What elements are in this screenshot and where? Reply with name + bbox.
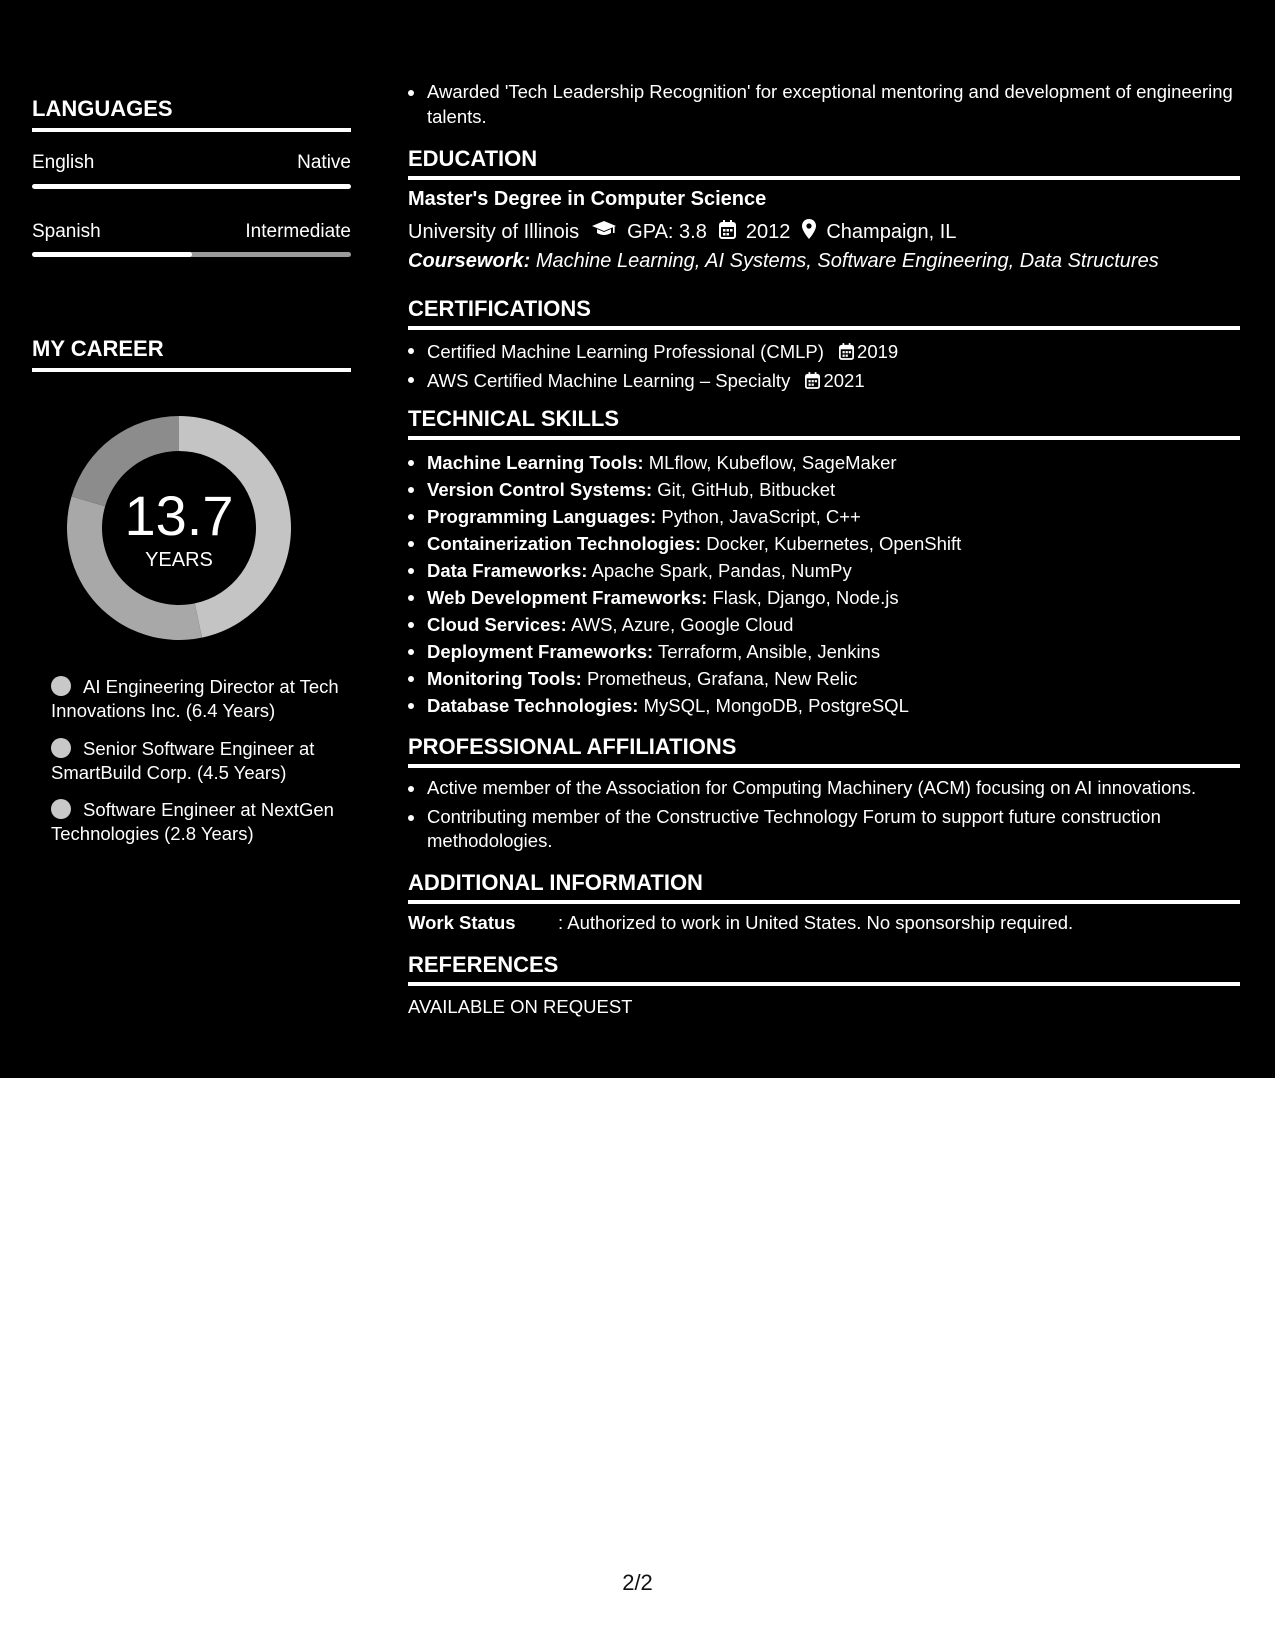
career-item [51, 675, 341, 723]
certification-name: AWS Certified Machine Learning – Specialty [427, 370, 791, 391]
calendar-icon [839, 340, 854, 367]
references-heading: REFERENCES [408, 952, 1240, 986]
list-item [408, 692, 1240, 719]
graduation-cap-icon [591, 220, 617, 244]
work-status-row [408, 912, 1073, 934]
page-number: 2/2 [622, 1570, 653, 1595]
list-item [408, 638, 1240, 665]
skill-value: Docker, Kubernetes, OpenShift [706, 533, 962, 554]
education-year: 2012 [745, 220, 791, 243]
career-item [51, 737, 341, 785]
skill-value: Git, GitHub, Bitbucket [657, 479, 836, 500]
career-item-text: Senior Software Engineer at SmartBuild Corp. (4.5 Years) [51, 738, 315, 783]
work-status-label: Work Status [408, 912, 516, 933]
skill-value: Terraform, Ansible, Jenkins [658, 641, 881, 662]
language-bar-fill [32, 184, 351, 189]
coursework-text: Machine Learning, AI Systems, Software Engineering, Data Structures [535, 250, 1159, 272]
list-item [408, 557, 1240, 584]
skills-heading: TECHNICAL SKILLS [408, 406, 1240, 440]
skill-value: Flask, Django, Node.js [712, 587, 899, 608]
certification-name: Certified Machine Learning Professional (CMLP) [427, 341, 824, 362]
list-item [408, 584, 1240, 611]
list-item [408, 611, 1240, 638]
skill-label: Web Development Frameworks: [427, 587, 708, 608]
language-bar-fill [32, 252, 192, 257]
education-heading: EDUCATION [408, 146, 1240, 180]
list-item [408, 338, 1240, 367]
language-row-english [32, 152, 351, 174]
education-gpa: GPA: 3.8 [627, 220, 707, 243]
language-name: Spanish [32, 221, 101, 242]
education-location: Champaign, IL [826, 220, 957, 243]
education-coursework [408, 250, 1159, 273]
language-name: English [32, 152, 95, 173]
language-level: Native [297, 152, 351, 173]
list-item [408, 449, 1240, 476]
languages-heading: LANGUAGES [32, 96, 351, 132]
skill-value: AWS, Azure, Google Cloud [570, 614, 794, 635]
list-item [408, 665, 1240, 692]
certifications-list [408, 338, 1240, 396]
affiliations-list [408, 776, 1240, 854]
skill-label: Version Control Systems: [427, 479, 653, 500]
career-item [51, 798, 341, 846]
bullet-dot-icon [51, 738, 71, 758]
skill-label: Containerization Technologies: [427, 533, 702, 554]
list-item [408, 476, 1240, 503]
skill-label: Database Technologies: [427, 695, 639, 716]
skill-value: Prometheus, Grafana, New Relic [586, 668, 858, 689]
skill-label: Deployment Frameworks: [427, 641, 654, 662]
skill-value: Python, JavaScript, C++ [661, 506, 861, 527]
language-bar-spanish [32, 252, 351, 257]
career-item-text: AI Engineering Director at Tech Innovations Inc. (6.4 Years) [51, 676, 339, 721]
list-item [408, 367, 1240, 396]
skill-label: Programming Languages: [427, 506, 657, 527]
skill-value: MLflow, Kubeflow, SageMaker [648, 452, 897, 473]
skill-value: Apache Spark, Pandas, NumPy [591, 560, 852, 581]
calendar-icon [719, 220, 736, 245]
education-meta [408, 219, 956, 245]
work-status-value: : Authorized to work in United States. No sponsorship required. [558, 912, 1074, 933]
affiliations-heading: PROFESSIONAL AFFILIATIONS [408, 734, 1240, 768]
list-item: Awarded 'Tech Leadership Recognition' for exceptional mentoring and development of engineering talents. [408, 80, 1240, 129]
list-item [408, 503, 1240, 530]
coursework-label: Coursework: [408, 250, 531, 272]
skill-label: Data Frameworks: [427, 560, 588, 581]
list-item [408, 530, 1240, 557]
skills-list [408, 449, 1240, 719]
certification-year: 2019 [857, 341, 899, 362]
location-pin-icon [802, 219, 816, 245]
career-item-text: Software Engineer at NextGen Technologies (2.8 Years) [51, 799, 334, 844]
certifications-heading: CERTIFICATIONS [408, 296, 1240, 330]
language-bar-english [32, 184, 351, 189]
language-level: Intermediate [245, 221, 351, 242]
list-item: Contributing member of the Constructive Technology Forum to support future construction methodologies. [408, 805, 1240, 854]
education-degree: Master's Degree in Computer Science [408, 188, 767, 210]
skill-label: Monitoring Tools: [427, 668, 582, 689]
education-school: University of Illinois [408, 220, 580, 243]
references-text: AVAILABLE ON REQUEST [408, 996, 633, 1017]
skill-label: Cloud Services: [427, 614, 567, 635]
language-row-spanish [32, 221, 351, 243]
additional-info-heading: ADDITIONAL INFORMATION [408, 870, 1240, 904]
list-item: Active member of the Association for Computing Machinery (ACM) focusing on AI innovations. [408, 776, 1240, 801]
bullet-dot-icon [51, 799, 71, 819]
career-heading: MY CAREER [32, 336, 351, 372]
calendar-icon [805, 369, 820, 396]
career-total-years: 13.7 [124, 484, 234, 547]
skill-value: MySQL, MongoDB, PostgreSQL [643, 695, 909, 716]
experience-bullets [408, 80, 1240, 129]
career-years-unit: YEARS [145, 549, 213, 571]
bullet-dot-icon [51, 676, 71, 696]
skill-label: Machine Learning Tools: [427, 452, 644, 473]
certification-year: 2021 [823, 370, 865, 391]
